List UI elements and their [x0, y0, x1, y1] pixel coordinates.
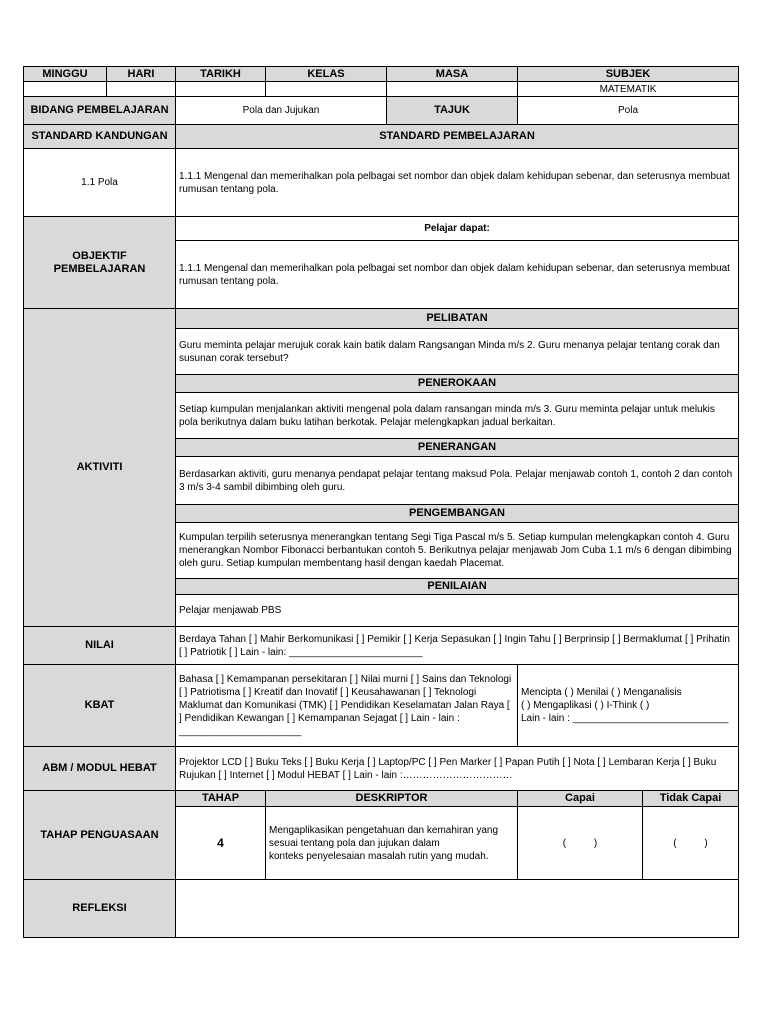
tahap-value: 4	[176, 807, 266, 880]
kbat-label: KBAT	[24, 665, 176, 747]
tarikh-header: TARIKH	[176, 67, 266, 82]
objektif-value: 1.1.1 Mengenal dan memerihalkan pola pelbagai set nombor dan objek dalam kehidupan sebenar, dan seterusnya membuat rumusan tentang pola.	[176, 241, 739, 309]
pengembangan-title: PENGEMBANGAN	[176, 505, 739, 523]
penerangan-title: PENERANGAN	[176, 439, 739, 457]
hari-value[interactable]	[107, 82, 176, 97]
lesson-plan-sheet	[23, 66, 738, 938]
standard-pembelajaran-label: STANDARD PEMBELAJARAN	[176, 125, 739, 149]
bidang-label: BIDANG PEMBELAJARAN	[24, 97, 176, 125]
capai-column-header: Capai	[518, 791, 643, 807]
minggu-value[interactable]	[24, 82, 107, 97]
tajuk-value: Pola	[518, 97, 739, 125]
deskriptor-line3: konteks penyelesaian masalah rutin yang mudah.	[269, 850, 489, 862]
tarikh-value[interactable]	[176, 82, 266, 97]
nilai-text: Berdaya Tahan [ ] Mahir Berkomunikasi [ ] Pemikir [ ] Kerja Sepasukan [ ] Ingin Tahu [ ] Berprinsip [ ] Bermaklumat [ ] Prihatin [ ] Patriotik [ ] Lain - lain: ________________________	[176, 627, 739, 665]
pengembangan-text: Kumpulan terpilih seterusnya menerangkan tentang Segi Tiga Pascal m/s 5. Setiap kumpulan melengkapkan contoh 4. Guru menerangkan Nombor Fibonacci berbantukan contoh 5. Berikutnya pelajar menjawab Jom Cuba 1.1 m/s 6 dengan dibimbing oleh guru. Setiap kumpulan membentang hasil dengan kaedah Placemat.	[176, 523, 739, 579]
kelas-value[interactable]	[266, 82, 387, 97]
subjek-header: SUBJEK	[518, 67, 739, 82]
standard-kandungan-value: 1.1 Pola	[24, 149, 176, 217]
deskriptor-line1: Mengaplikasikan pengetahuan dan kemahiran yang	[269, 824, 499, 836]
kbat-right-line2: ( ) Mengaplikasi ( ) I-Think ( )	[521, 700, 650, 711]
kbat-left-text: Bahasa [ ] Kemampanan persekitaran [ ] Nilai murni [ ] Sains dan Teknologi [ ] Patriotisma [ ] Kreatif dan Inovatif [ ] Keusahawanan [ ] Teknologi Maklumat dan Komunikasi (TMK) [ ] Pendidikan Keselamatan Jalan Raya [ ] Pendidikan Kewangan [ ] Kemampanan Sejagat [ ] Lain - lain : ______________________	[176, 665, 518, 747]
tahap-column-header: TAHAP	[176, 791, 266, 807]
refleksi-value[interactable]	[176, 880, 739, 938]
refleksi-label: REFLEKSI	[24, 880, 176, 938]
minggu-header: MINGGU	[24, 67, 107, 82]
tahap-penguasaan-label: TAHAP PENGUASAAN	[24, 791, 176, 880]
abm-label: ABM / MODUL HEBAT	[24, 747, 176, 791]
deskriptor-cell	[266, 807, 518, 880]
pelibatan-title: PELIBATAN	[176, 309, 739, 329]
bidang-value: Pola dan Jujukan	[176, 97, 387, 125]
penerangan-text: Berdasarkan aktiviti, guru menanya pendapat pelajar tentang maksud Pola. Pelajar menjawab contoh 1, contoh 2 dan contoh 3 m/s 3-4 sambil dibimbing oleh guru.	[176, 457, 739, 505]
deskriptor-column-header: DESKRIPTOR	[266, 791, 518, 807]
pelibatan-text: Guru meminta pelajar merujuk corak kain batik dalam Rangsangan Minda m/s 2. Guru menanya pelajar tentang corak dan susunan corak tersebut?	[176, 329, 739, 375]
tidak-capai-checkbox[interactable]: ( )	[643, 807, 739, 880]
lesson-plan-table	[23, 66, 739, 938]
abm-text: Projektor LCD [ ] Buku Teks [ ] Buku Kerja [ ] Laptop/PC [ ] Pen Marker [ ] Papan Putih [ ] Nota [ ] Lembaran Kerja [ ] Buku Rujukan [ ] Internet [ ] Modul HEBAT [ ] Lain - lain :……………………………	[176, 747, 739, 791]
aktiviti-label: AKTIVITI	[24, 309, 176, 627]
deskriptor-line2: sesuai tentang pola dan jujukan dalam	[269, 837, 440, 849]
kbat-right-line1: Mencipta ( ) Menilai ( ) Menganalisis	[521, 687, 682, 698]
subjek-value: MATEMATIK	[518, 82, 739, 97]
standard-kandungan-label: STANDARD KANDUNGAN	[24, 125, 176, 149]
penerokaan-text: Setiap kumpulan menjalankan aktiviti mengenal pola dalam ransangan minda m/s 3. Guru meminta pelajar untuk melukis pola berikutnya dalam buku latihan berkotak. Pelajar melengkapkan jadual berkaitan.	[176, 393, 739, 439]
penilaian-title: PENILAIAN	[176, 579, 739, 595]
masa-value[interactable]	[387, 82, 518, 97]
masa-header: MASA	[387, 67, 518, 82]
kelas-header: KELAS	[266, 67, 387, 82]
objektif-label: OBJEKTIF PEMBELAJARAN	[24, 217, 176, 309]
standard-pembelajaran-value: 1.1.1 Mengenal dan memerihalkan pola pelbagai set nombor dan objek dalam kehidupan sebenar, dan seterusnya membuat rumusan tentang pola.	[176, 149, 739, 217]
objektif-intro: Pelajar dapat:	[176, 217, 739, 241]
penerokaan-title: PENEROKAAN	[176, 375, 739, 393]
nilai-label: NILAI	[24, 627, 176, 665]
hari-header: HARI	[107, 67, 176, 82]
kbat-right-cell	[518, 665, 739, 747]
tajuk-label: TAJUK	[387, 97, 518, 125]
tidak-capai-column-header: Tidak Capai	[643, 791, 739, 807]
kbat-right-line3: Lain - lain : ____________________________	[521, 713, 729, 724]
capai-checkbox[interactable]: ( )	[518, 807, 643, 880]
penilaian-text: Pelajar menjawab PBS	[176, 595, 739, 627]
